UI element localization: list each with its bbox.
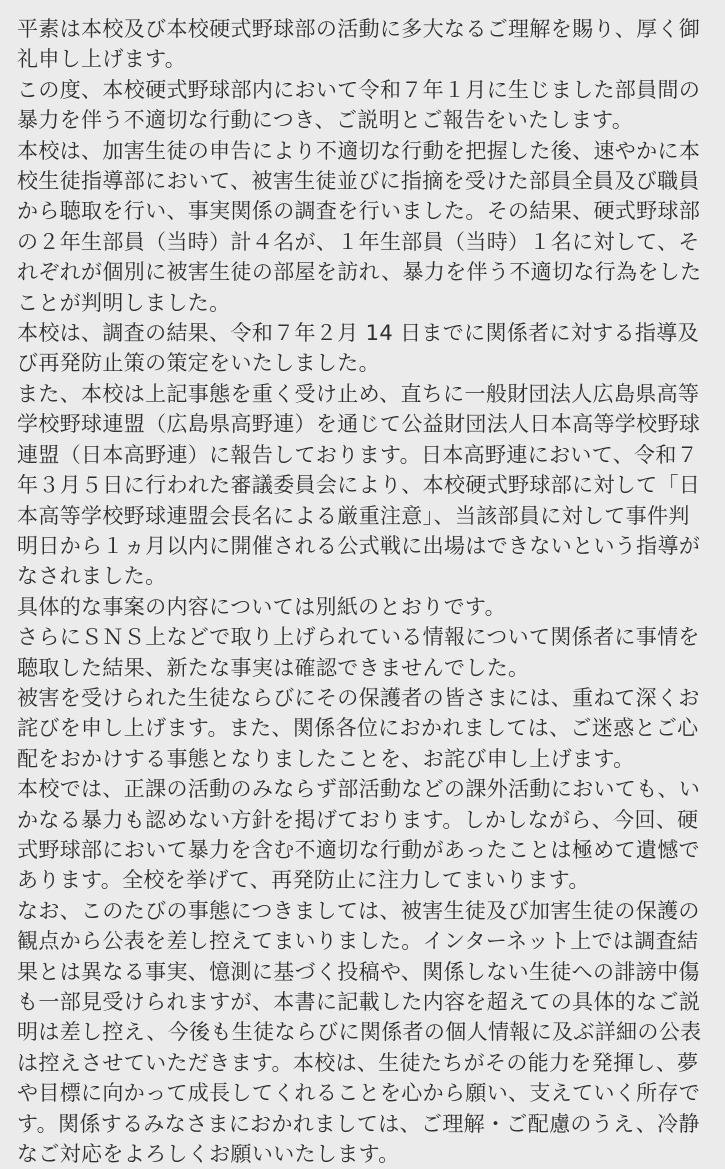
- paragraph-attachment-note: 具体的な事案の内容については別紙のとおりです。: [17, 594, 506, 619]
- paragraph-policy: 本校では、正課の活動のみならず部活動などの課外活動においても、いかなる暴力も認めない方針を掲げております。しかしながら、今回、硬式野球部において暴力を含む不適切な行動があったことは極めて遺憾であります。全校を挙げて、再発防止に注力してまいります。: [17, 777, 701, 893]
- paragraph-sns-check: さらにＳＮＳ上などで取り上げられている情報について関係者に事情を聴取した結果、新たな事実は確認できませんでした。: [17, 625, 700, 680]
- paragraph-closing: なお、このたびの事態につきましては、被害生徒及び加害生徒の保護の観点から公表を差し控えてまいりました。インターネット上では調査結果とは異なる事実、憶測に基づく投稿や、関係しない生徒への誹謗中傷も一部見受けられますが、本書に記載した内容を超えての具体的なご説明は差し控え、今後も生徒ならびに関係者の個人情報に及ぶ詳細の公表は控えさせていただきます。本校は、生徒たちがその能力を発揮し、夢や目標に向かって成長してくれることを心から願い、支えていく所存です。関係するみなさまにおかれましては、ご理解・ご配慮のうえ、冷静なご対応をよろしくお願いいたします。: [17, 898, 702, 1167]
- paragraph-investigation: 本校は、加害生徒の申告により不適切な行動を把握した後、速やかに本校生徒指導部において、被害生徒並びに指摘を受けた部員全員及び職員から聴取を行い、事実関係の調査を行いました。その結果、硬式野球部の２年生部員（当時）計４名が、１年生部員（当時）１名に対して、それぞれが個別に被害生徒の部屋を訪れ、暴力を伴う不適切な行為をしたことが判明しました。: [17, 138, 702, 315]
- paragraph-federation-report: また、本校は上記事態を重く受け止め、直ちに一般財団法人広島県高等学校野球連盟（広島県高野連）を通じて公益財団法人日本高等学校野球連盟（日本高野連）に報告しております。日本高野連において、令和７年３月５日に行われた審議委員会により、本校硬式野球部に対して「日本高等学校野球連盟会長名による厳重注意」、当該部員に対して事件判明日から１ヵ月以内に開催される公式戦に出場はできないという指導がなされました。: [17, 381, 701, 589]
- paragraph-introduction: この度、本校硬式野球部内において令和７年１月に生じました部員間の暴力を伴う不適切な行動につき、ご説明とご報告をいたします。: [17, 77, 701, 133]
- paragraph-apology: 被害を受けられた生徒ならびにその保護者の皆さまには、重ねて深くお詫びを申し上げます。また、関係各位におかれましては、ご迷惑とご心配をおかけする事態となりましたことを、お詫び申し上げます。: [17, 685, 700, 771]
- paragraph-guidance: 本校は、調査の結果、令和７年２月 14 日までに関係者に対する指導及び再発防止策の策定をいたしました。: [17, 321, 699, 376]
- statement-body: [17, 14, 709, 1169]
- paragraph-greeting: 平素は本校及び本校硬式野球部の活動に多大なるご理解を賜り、厚く御礼申し上げます。: [17, 17, 701, 72]
